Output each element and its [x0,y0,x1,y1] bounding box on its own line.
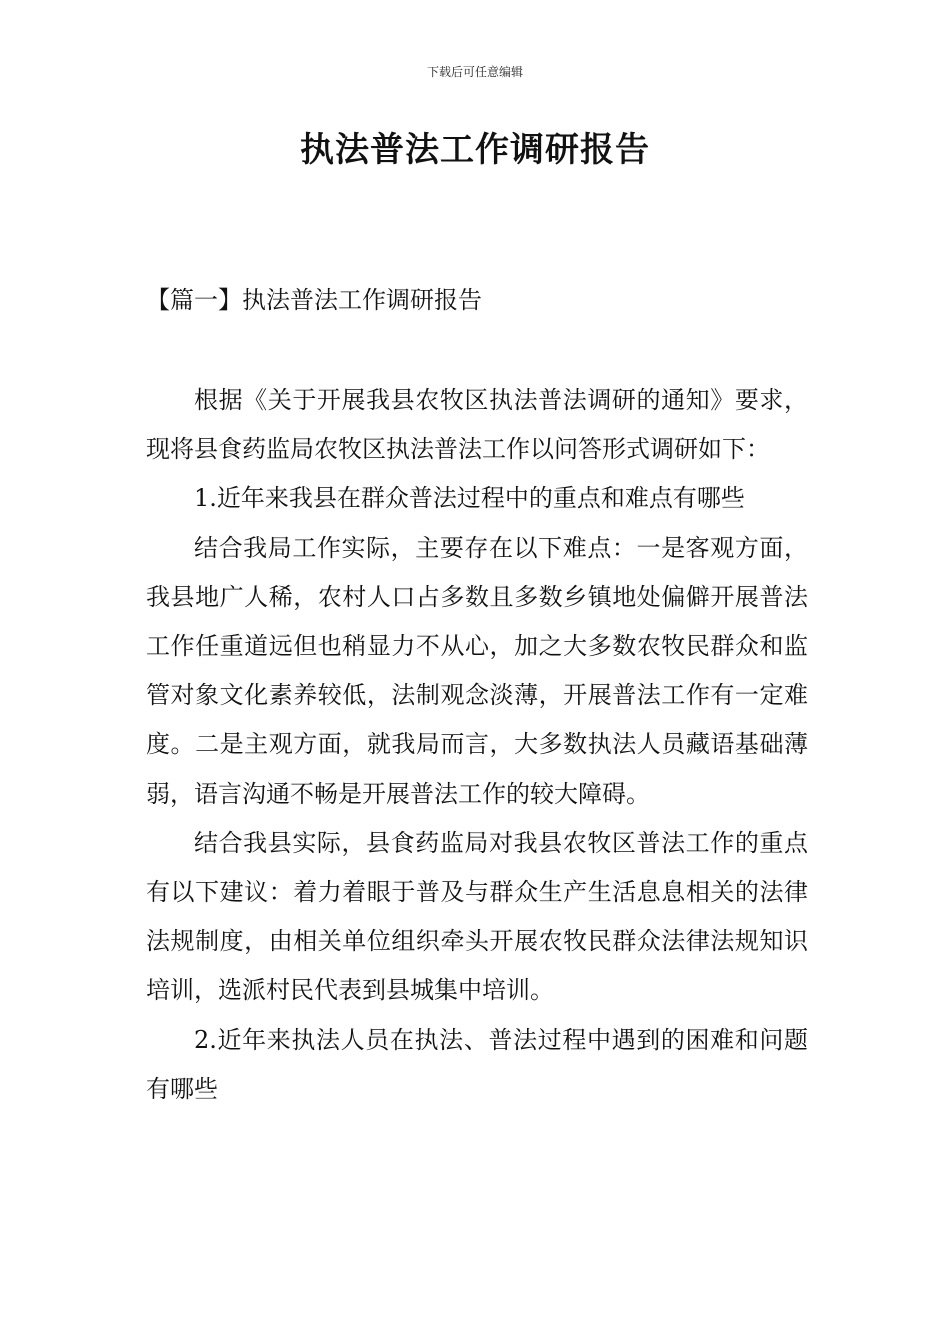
header-note: 下载后可任意编辑 [426,65,523,79]
paragraph-suggestions: 结合我县实际，县食药监局对我县农牧区普法工作的重点有以下建议：着力着眼于普及与群众生产生活息息相关的法律法规制度，由相关单位组织牵头开展农牧民群众法律法规知识培训，选派村民代表到县城集中培训。 [146,828,808,1005]
document-title: 执法普法工作调研报告 [300,130,650,170]
paragraph-difficulties: 结合我局工作实际，主要存在以下难点：一是客观方面，我县地广人稀，农村人口占多数且多数乡镇地处偏僻开展普法工作任重道远但也稍显力不从心，加之大多数农牧民群众和监管对象文化素养较低，法制观念淡薄，开展普法工作有一定难度。二是主观方面，就我局而言，大多数执法人员藏语基础薄弱，语言沟通不畅是开展普法工作的较大障碍。 [146,533,808,808]
question-1: 1.近年来我县在群众普法过程中的重点和难点有哪些 [194,484,745,513]
section-heading: 【篇一】执法普法工作调研报告 [146,286,482,314]
body-text [146,376,808,1114]
paragraph-intro: 根据《关于开展我县农牧区执法普法调研的通知》要求，现将县食药监局农牧区执法普法工作以问答形式调研如下： [146,386,808,464]
question-2: 2.近年来执法人员在执法、普法过程中遇到的困难和问题有哪些 [146,1025,808,1103]
